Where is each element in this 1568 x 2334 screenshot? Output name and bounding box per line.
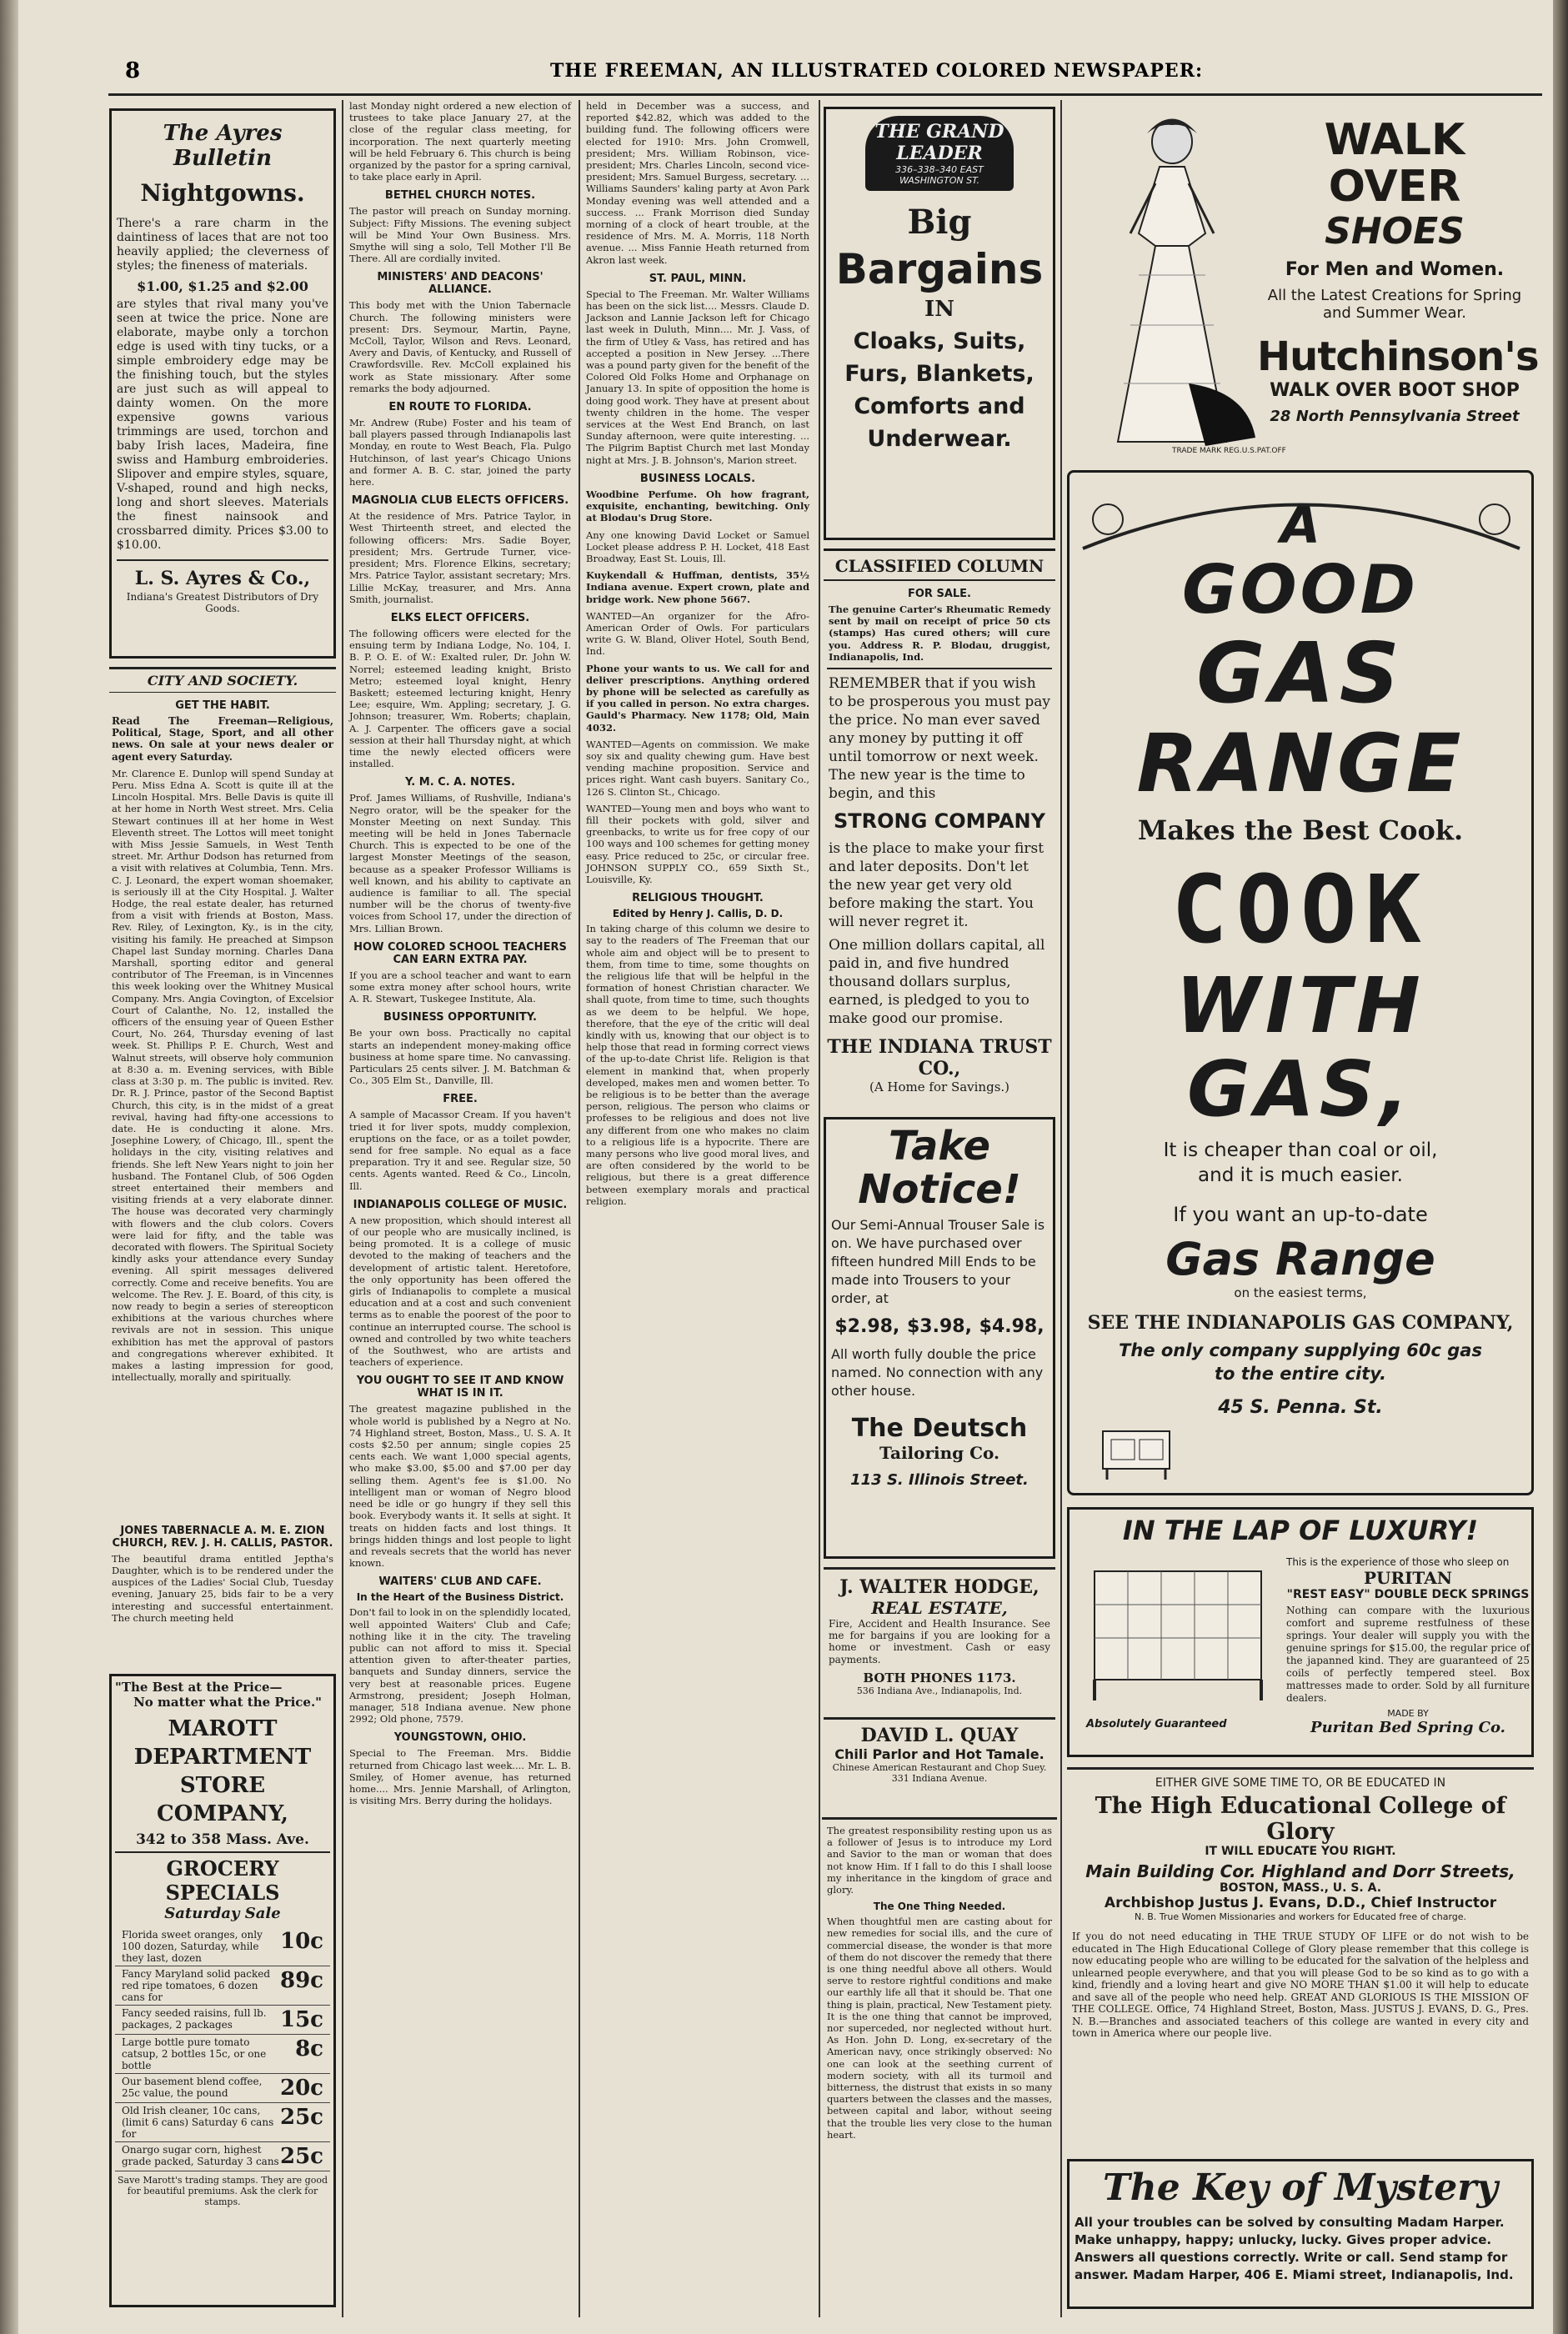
hutchinsons: Hutchinson's xyxy=(1257,333,1539,380)
magnolia-heading: MAGNOLIA CLUB ELECTS OFFICERS. xyxy=(351,494,569,508)
indiana-trust: THE INDIANA TRUST CO., xyxy=(827,1036,1052,1080)
gas-range-ad xyxy=(1067,470,1534,1495)
glory-name: The High Educational College of Glory xyxy=(1095,1793,1506,1845)
ayres-tagline: Indiana's Greatest Distributors of Dry Goods. xyxy=(126,591,319,614)
business-text: Be your own boss. Practically no capital starts an independent money-making office business at home spare time. No canvassing. Particulars 25 cents silver. J. M. Batchman & Co., 305 Elm St., Danville, Ill. xyxy=(349,1027,571,1087)
walkover-sub: For Men and Women. xyxy=(1285,259,1505,280)
local-1: Woodbine Perfume. Oh how fragrant, exquisite, enchanting, bewitching. Only at Blodau's Drug Store. xyxy=(586,488,809,524)
big-text: Big xyxy=(907,203,972,242)
gas-stove-icon xyxy=(1095,1423,1178,1481)
marott-ad xyxy=(109,1674,336,2307)
grocery-item-text: Old Irish cleaner, 10c cans, (limit 6 cans) Saturday 6 cans for xyxy=(122,2105,274,2140)
teachers-heading: HOW COLORED SCHOOL TEACHERS CAN EARN EXTRA PAY. xyxy=(353,940,567,966)
puritan-sub: This is the experience of those who sleep on xyxy=(1286,1556,1510,1568)
quay-sub: Chili Parlor and Hot Tamale. xyxy=(834,1746,1044,1762)
walkover-ad xyxy=(1064,100,1537,467)
walkover-trademark: TRADE MARK REG.U.S.PAT.OFF xyxy=(1172,447,1286,455)
grocery-title: GROCERY SPECIALS xyxy=(165,1856,280,1905)
take-body: Our Semi-Annual Trouser Sale is on. We have purchased over fifteen hundred Mill Ends to be made into Trousers to your order, at xyxy=(831,1217,1045,1306)
stpaul-text: Special to The Freeman. Mr. Walter Williams has been on the sick list.... Messrs. Claude D. Jackson and Lannie Jackson left for Chicago last week in Duluth, Minn.... Mr. J. Vass, of the firm of Utley & Vass, has retired and has accepted a position in New Jersey. ...There was a pound party given for the benefit of the Colored Old Folks Home and Orphanage on January 13. In spite of opposition the home is doing good work. They have at present about twenty children in the home. The vesper services at the West End Branch, on last Sunday afternoon, were quite interesting. ... The Pilgrim Baptist Church met last Monday night at Mrs. J. B. Johnson's, Marion street. xyxy=(586,288,809,466)
bargains-text: Bargains xyxy=(835,245,1044,293)
jones-text: The beautiful drama entitled Jeptha's Daughter, which is to be rendered under the auspices of the Ladies' Social Club, Tuesday evening, January 25, bids fair to be a very interesting and successful entertainment. The church meeting held xyxy=(112,1552,333,1624)
column-rule xyxy=(342,100,343,2317)
trust-place: is the place to make your first and later deposits. Don't let the new year get very old before making the start. You will never regret it. xyxy=(829,840,1044,931)
col4-bottom-text: The greatest responsibility resting upon us as a follower of Jesus is to introduce my Lord and Savior to the man or woman that does not know Him. If I fall to do this I shall loose my inheritance in the kingdom of grace and glory. xyxy=(827,1825,1052,1896)
teachers-text: If you are a school teacher and want to earn some extra money after school hours, write A. R. Stewart, Tuskegee Institute, Ala. xyxy=(349,969,571,1005)
gas-cook: COOK xyxy=(1171,856,1430,964)
grocery-item xyxy=(115,2142,330,2171)
gas-a: A xyxy=(1280,494,1320,555)
ayres-prices: $1.00, $1.25 and $2.00 xyxy=(137,278,308,294)
grocery-item-text: Fancy seeded raisins, full lb. packages, 2 packages xyxy=(122,2007,267,2031)
trust-million: One million dollars capital, all paid in, and five hundred thousand dollars surplus, earned, is pledged to you to make good our promise. xyxy=(829,937,1045,1028)
gas-gas: GAS xyxy=(1196,624,1405,722)
elks-text: The following officers were elected for the ensuing term by Indiana Lodge, No. 104, I. B. P. O. E. of W.: Exalted ruler, Dr. John W. Norrel; esteemed leading knight, Bristo Metro; esteemed loyal knight, Henry Baskett; esteemed lecturing knight, Henry Lee; esquire, Wm. Appling; secretary, J. G. Johnson; treasurer, Wm. Roberts; chaplain, A. J. Carpenter. The officers gave a social session at their hall Thursday night, at which time the newly elected officers were installed. xyxy=(349,627,571,770)
ayres-ad xyxy=(109,108,336,659)
ought-heading: YOU OUGHT TO SEE IT AND KNOW WHAT IS IN IT. xyxy=(356,1375,564,1400)
youngstown-heading: YOUNGSTOWN, OHIO. xyxy=(393,1731,527,1745)
puritan-body: Nothing can compare with the luxurious comfort and supreme restfulness of these springs. Your dealer will supply you with the genuine springs for $15.00, the regular price of the japanned kind. They are guaranteed of 25 coils of perfectly tempered steel. Box mattresses made to order. Sold by all furniture dealers. xyxy=(1286,1605,1530,1704)
puritan-ad xyxy=(1067,1507,1534,1757)
marott-name: MAROTT DEPARTMENT STORE COMPANY, xyxy=(133,1716,312,1826)
trust-remember: REMEMBER that if you wish to be prosperous you must pay the price. No man ever saved any money by putting it off until tomorrow or next week. The new year is the time to begin, and this xyxy=(829,675,1051,803)
take-title: Take xyxy=(888,1123,991,1170)
price-3: $4.98, xyxy=(979,1316,1044,1337)
youngstown-text: Special to The Freeman. Mrs. Biddie returned from Chicago last week.... Mr. L. B. Smiley, of Homer avenue, has returned home.... Mrs. Jennie Marshall, of Arlington, is visiting Mrs. Berry during the holidays. xyxy=(349,1747,571,1807)
walkover-title: WALK OVER xyxy=(1324,115,1465,212)
gas-range-2: Gas Range xyxy=(1165,1233,1435,1285)
quay-sub-2: Chinese American Restaurant and Chop Suey. 331 Indiana Avenue. xyxy=(832,1762,1047,1784)
grocery-item xyxy=(115,2074,330,2103)
bethel-heading: BETHEL CHURCH NOTES. xyxy=(384,189,536,203)
grand-leader-ad xyxy=(824,107,1055,540)
puritan-made: MADE BY xyxy=(1387,1708,1429,1719)
grocery-item xyxy=(115,2035,330,2074)
waiters-subheading: In the Heart of the Business District. xyxy=(356,1591,564,1604)
take-body-2: All worth fully double the price named. No connection with any other house. xyxy=(831,1346,1044,1399)
grocery-item-text: Fancy Maryland solid packed red ripe tomatoes, 6 dozen cans for xyxy=(122,1968,271,2003)
religious-heading: RELIGIOUS THOUGHT. xyxy=(632,892,764,905)
ymca-heading: Y. M. C. A. NOTES. xyxy=(405,776,515,789)
free-heading: FREE. xyxy=(443,1093,478,1106)
gas-address: 45 S. Penna. St. xyxy=(1218,1397,1383,1418)
local-7: WANTED—Young men and boys who want to fill their pockets with gold, silver and greenbacks, to write us for free copy of our 100 ways and 100 schemes for getting money easy. Price reduced to 25c, or circular free. JOHNSON SUPPLY CO., 659 Sixth St., Louisville, Ky. xyxy=(586,802,809,885)
bethel-text: The pastor will preach on Sunday morning. Subject: Fifty Missions. The evening subject will be Mind Your Own Business. Mrs. Smythe will sing a solo, Tell Mother I'll Be There. All are cordially invited. xyxy=(349,205,571,265)
puritan-maker: Puritan Bed Spring Co. xyxy=(1310,1719,1505,1736)
walkover-shop: WALK OVER BOOT SHOP xyxy=(1270,380,1520,401)
column-4 xyxy=(822,100,1057,2317)
puritan-product: "REST EASY" DOUBLE DECK SPRINGS xyxy=(1286,1588,1530,1601)
ornamental-arch-icon xyxy=(1075,478,1528,553)
habit-text: Read The Freeman—Religious, Political, Stage, Sport, and all other news. On sale at your news dealer or agent every Saturday. xyxy=(112,715,333,763)
classified-column xyxy=(824,548,1055,1095)
grocery-item-price: 20c xyxy=(279,2076,323,2101)
underwear-text: Underwear. xyxy=(867,426,1012,452)
grocery-item-price: 10c xyxy=(279,1929,323,1954)
glory-city: BOSTON, MASS., U. S. A. xyxy=(1219,1881,1382,1895)
glory-intro: EITHER GIVE SOME TIME TO, OR BE EDUCATED IN xyxy=(1155,1776,1446,1790)
in-text: IN xyxy=(924,297,954,322)
deutsch-name: The Deutsch xyxy=(851,1414,1028,1443)
habit-heading: GET THE HABIT. xyxy=(175,699,270,712)
local-5: Phone your wants to us. We call for and deliver prescriptions. Anything ordered by phone will be selected as carefully as if you called in person. No extra charges. Gauld's Pharmacy. New 1178; Old, Main 4032. xyxy=(586,662,809,734)
gas-good: GOOD xyxy=(1181,551,1420,629)
glory-sub: IT WILL EDUCATE YOU RIGHT. xyxy=(1205,1845,1396,1858)
jones-heading: JONES TABERNACLE A. M. E. ZION CHURCH, REV. J. H. CALLIS, PASTOR. xyxy=(112,1524,333,1550)
waiters-text: Don't fail to look in on the splendidly located, well appointed Waiters' Club and Cafe; nothing like it in the city. The traveling public can not afford to miss it. Special attention given to after-theater parties, banquets and Sunday dinners, service the very best at reasonable prices. Eugene Armstrong, president; Joseph Holman, manager, 518 Indiana avenue. New phone 2992; Old phone, 7579. xyxy=(349,1606,571,1725)
for-sale-item: The genuine Carter's Rheumatic Remedy sent by mail on receipt of price 50 cts (stamps) Has cured others; will cure you. Address R. P. Blodau, druggist, Indianapolis, Ind. xyxy=(829,604,1050,663)
price-1: $2.98, xyxy=(834,1316,900,1337)
grocery-item-text: Large bottle pure tomato catsup, 2 bottles 15c, or one bottle xyxy=(122,2036,267,2071)
religious-editor: Edited by Henry J. Callis, D. D. xyxy=(612,908,784,920)
route-heading: EN ROUTE TO FLORIDA. xyxy=(388,401,532,414)
grocery-item-price: 25c xyxy=(279,2144,323,2169)
grocery-item-price: 89c xyxy=(279,1968,323,1993)
column-rule xyxy=(819,100,820,2317)
gas-cheaper: It is cheaper than coal or oil, and it is much easier. xyxy=(1163,1139,1438,1186)
grocery-item-price: 15c xyxy=(279,2007,323,2032)
take-notice-ad xyxy=(824,1117,1055,1559)
price-2: $3.98, xyxy=(907,1316,972,1337)
col3-top: held in December was a success, and reported $42.82, which was added to the building fund. The following officers were elected for 1910: Mrs. John Cromwell, president; Mrs. William Robinson, vice-president; Mrs. Charles Lincoln, second vice-president; Mrs. Samuel Burgess, secretary. ... Williams Saunders' kaling party at Avon Park Monday evening was well attended and a success. ... Frank Morrison died Sunday morning of a clock of heart trouble, at the residence of Mrs. M. A. Morris, 118 North avenue. ... Miss Fannie Heath returned from Akron last week. xyxy=(586,100,809,266)
gas-with: WITH xyxy=(1175,961,1425,1050)
grocery-item xyxy=(115,2103,330,2142)
marott-note: Save Marott's trading stamps. They are good for beautiful premiums. Ask the clerk for stamps. xyxy=(118,2175,328,2207)
quay-ad xyxy=(824,1717,1055,1784)
grocery-item-text: Onargo sugar corn, highest grade packed, Saturday 3 cans xyxy=(122,2144,279,2167)
religious-text: In taking charge of this column we desire to say to the readers of The Freeman that our whole aim and object will be to present to them, from time to time, some thoughts on the religious life that will be helpful in the formation of honest Christian character. We shall quote, from time to time, such thoughts as we deem to be helpful. We hope, therefore, that the eye of the critic will deal kindly with us, knowing that our object is to help those that read in forming correct views of the up-to-date Christ life. Religion is that element in mankind that, when properly developed, makes men and women better. To be religious is to be better than the average person, religious. The person who claims or professes to be religious and does not live any different from one who makes no claim to a religious life is a hypocrite. There are many persons who live good moral lives, and are often considered by the world to be religious, but there is a great difference between exemplary morals and practical religion. xyxy=(586,923,809,1207)
grocery-item-price: 8c xyxy=(295,2036,323,2061)
ministers-text: This body met with the Union Tabernacle Church. The following ministers were present: Drs. Seymour, Martin, Payne, McColl, Taylor, Wilson and Revs. Leonard, Avery and Davis, of Kentucky, and Russell of Crawfordsville. Rev. McColl explained his work as State missionary. After some remarks the body adjourned. xyxy=(349,299,571,394)
puritan-title: IN THE LAP OF LUXURY! xyxy=(1122,1515,1479,1546)
glory-archbishop: Archbishop Justus J. Evans, D.D., Chief Instructor xyxy=(1104,1895,1497,1911)
gas-company: SEE THE INDIANAPOLIS GAS COMPANY, xyxy=(1087,1312,1514,1334)
page-header xyxy=(117,52,1534,85)
column-1 xyxy=(107,100,338,2317)
business-heading: BUSINESS OPPORTUNITY. xyxy=(383,1011,537,1024)
header-rule xyxy=(108,93,1542,96)
deutsch-sub: Tailoring Co. xyxy=(879,1443,999,1463)
gas-gas-2: GAS, xyxy=(1187,1044,1414,1134)
grand-leader-logo: THE GRAND LEADER xyxy=(874,121,1004,164)
stpaul-heading: ST. PAUL, MINN. xyxy=(649,272,747,285)
local-2: Any one knowing David Locket or Samuel Locket please address P. H. Locket, 418 East Broadway, East St. Louis, Ill. xyxy=(586,528,809,564)
need-heading: The One Thing Needed. xyxy=(873,1901,1006,1913)
waiters-heading: WAITERS' CLUB AND CAFE. xyxy=(378,1575,542,1589)
music-text: A new proposition, which should interest all of our people who are musically inclined, is being promoted. It is a college of music devoted to the making of teachers and the development of artistic talent. Heretofore, the only opportunity has been offered the girls of Indianapolis to complete a musical education and at a cost and such convenient terms as to enable the poorest of the poor to continue an interrupted course. The school is owned and controlled by two white teachers of the Southwest, who are artists and teachers of experience. xyxy=(349,1214,571,1369)
page-edge-shadow-right xyxy=(1553,0,1568,2334)
page-edge-shadow xyxy=(0,0,18,2334)
col2-top: last Monday night ordered a new election of trustees to take place January 27, at the close of the regular class meeting, for incorporation. The next quarterly meeting will be held February 6. This church is being organized by the pastor for a spring carnival, to take place early in April. xyxy=(349,100,571,183)
hodge-address: 536 Indiana Ave., Indianapolis, Ind. xyxy=(856,1685,1023,1696)
column-rule xyxy=(1060,100,1062,2317)
quay-name: DAVID L. QUAY xyxy=(860,1725,1019,1746)
local-4: WANTED—An organizer for the Afro-American Order of Owls. For particulars write G. W. Bland, Oliver Hotel, South Bend, Ind. xyxy=(586,609,809,658)
city-section-title: CITY AND SOCIETY. xyxy=(109,667,336,693)
local-3: Kuykendall & Huffman, dentists, 35½ Indiana avenue. Expert crown, plate and bridge work. New phone 5667. xyxy=(586,569,809,605)
hodge-phones: BOTH PHONES 1173. xyxy=(863,1670,1016,1685)
hodge-name: J. WALTER HODGE, xyxy=(839,1576,1039,1598)
hodge-ad xyxy=(824,1567,1055,1696)
column-2 xyxy=(344,100,576,2317)
mystery-title: The Key of Mystery xyxy=(1103,2166,1498,2209)
gas-upto: If you want an up-to-date xyxy=(1173,1203,1428,1226)
puritan-guarantee: Absolutely Guaranteed xyxy=(1086,1718,1227,1730)
comforts-text: Comforts and xyxy=(854,393,1025,419)
grocery-item-text: Our basement blend coffee, 25c value, the pound xyxy=(122,2076,263,2099)
deutsch-address: 113 S. Illinois Street. xyxy=(850,1471,1029,1489)
need-text: When thoughtful men are casting about for new remedies for social ills, and the cure of commercial disease, the wonder is that more of them do not discover the remedy that there is one thing needful above all others. Would serve to restore rightful conditions and make our earthly life all that it should be. That one thing is plain, practical, New Testament piety. It is the one thing that cannot be improved, nor superceded, nor neglected without hurt. As Hon. John D. Long, ex-secretary of the American navy, once strikingly observed: No one can look at the seething current of modern society, with all its turmoil and bitterness, the distrust that exists in so many quarters between the classes and the masses, between capital and labor, without seeing that the trouble lies very close to the human heart. xyxy=(827,1916,1052,2141)
gas-best-cook: Makes the Best Cook. xyxy=(1137,814,1464,846)
grocery-item-text: Florida sweet oranges, only 100 dozen, Saturday, while they last, dozen xyxy=(122,1929,263,1964)
take-prices xyxy=(831,1316,1048,1337)
ymca-text: Prof. James Williams, of Rushville, Indiana's Negro orator, will be the speaker for the Monster Meeting on next Sunday. This meeting will be held in Jones Tabernacle Church. This is expected to be one of the largest Monster Meetings of the season, because as a speaker Professor Williams is well known, and his ability to captivate an audience is familiar to all. The special number will be the chorus of twenty-five voices from School 17, under the direction of Mrs. Lillian Brown. xyxy=(349,792,571,934)
column-3 xyxy=(581,100,814,2317)
column-rule xyxy=(579,100,580,2317)
gas-only: The only company supplying 60c gas to the entire city. xyxy=(1119,1340,1482,1384)
grocery-item xyxy=(115,1966,330,2006)
grocery-item xyxy=(115,1927,330,1966)
strong-company: STRONG COMPANY xyxy=(833,809,1045,834)
route-text: Mr. Andrew (Rube) Foster and his team of ball players passed through Indianapolis last Monday, en route to West Beach, Fla. Pulgo Hutchinson, of last year's Chicago Unions and former A. B. C. star, joined the party here. xyxy=(349,417,571,488)
glory-body: If you do not need educating in THE TRUE STUDY OF LIFE or do not wish to be educated in The High Educational College of Glory please remember that this college is now educating people who are willing to be educated for the salvation of the helpless and unlearned people everywhere, and that you will please God to be so kind as to go with a kind, friendly and a loving heart and give NO MORE THAN $1.00 it will help to educate and save all of the people who need help. GREAT AND GLORIOUS IS THE MISSION OF THE COLLEGE. Office, 74 Highland Street, Boston, Mass. JUSTUS J. EVANS, D. G., Pres. N. B.—Branches and associated teachers of this college are wanted in every city and town in America where our people live. xyxy=(1072,1931,1529,2039)
walkover-address: 28 North Pennsylvania Street xyxy=(1270,408,1520,425)
marott-quote-2: No matter what the Price." xyxy=(133,1695,322,1710)
page-number: 8 xyxy=(125,58,141,83)
gas-terms: on the easiest terms, xyxy=(1234,1285,1367,1300)
walkover-latest: All the Latest Creations for Spring and Summer Wear. xyxy=(1267,287,1522,322)
music-heading: INDIANAPOLIS COLLEGE OF MUSIC. xyxy=(353,1198,568,1211)
mystery-body: All your troubles can be solved by consulting Madam Harper. Make unhappy, happy; unlucky, lucky. Gives proper advice. Answers all questions correctly. Write or call. Send stamp for answer. Madam Harper, 406 E. Miami street, Indianapolis, Ind. xyxy=(1075,2215,1514,2282)
cloaks-text: Cloaks, Suits, xyxy=(853,328,1026,354)
marott-quote-1: "The Best at the Price— xyxy=(115,1680,283,1695)
ayres-heading: Nightgowns. xyxy=(140,179,305,207)
grocery-list xyxy=(115,1927,330,2171)
woman-illustration-icon xyxy=(1080,108,1264,458)
ministers-heading: MINISTERS' AND DEACONS' ALLIANCE. xyxy=(377,271,544,297)
glory-nb: N. B. True Women Missionaries and workers for Educated free of charge. xyxy=(1134,1911,1467,1922)
marott-address: 342 to 358 Mass. Ave. xyxy=(136,1831,309,1848)
hodge-body: Fire, Accident and Health Insurance. See me for bargains if you are looking for a home or investment. Cash or easy payments. xyxy=(829,1618,1050,1665)
puritan-brand: PURITAN xyxy=(1363,1568,1453,1588)
furs-text: Furs, Blankets, xyxy=(844,361,1034,387)
ayres-body-2: are styles that rival many you've seen at twice the price. None are elaborate, maybe only a torchon edge is used with tiny tucks, or a simple embroidery edge may be the finishing touch, but the styles are just such as will appeal to dainty women. On the more expensive gowns various trimmings are used, torchon and baby Irish laces, Madeira, fine swiss and Hamburg embroideries. Slipover and empire styles, square, V-shaped, round and high necks, long and short sleeves. Materials the finest nainsook and crossbarred dimity. Prices $3.00 to $10.00. xyxy=(117,298,328,552)
ought-text: The greatest magazine published in the whole world is published by a Negro at No. 74 Highland street, Boston, Mass., U. S. A. It costs $2.50 per annum; single copies 25 cents each. We want 1,000 special agents, who make $3.00, $5.00 and $7.00 per day selling them. Agent's fee is $1.00. No intelligent man or woman of Negro blood need be idle or go hungry if they sell this book. Everybody wants it. It sells at sight. It treats on hidden facts and lost things. It brings hidden things and lost people to light and reveals secrets that the world has never known. xyxy=(349,1403,571,1570)
notice-title: Notice! xyxy=(858,1166,1021,1213)
elks-heading: ELKS ELECT OFFICERS. xyxy=(390,611,530,624)
glory-ad xyxy=(1067,1767,1534,2045)
ads-column xyxy=(1064,100,1537,2317)
ayres-body: There's a rare charm in the daintiness of laces that are not too heavily applied; the cleverness of styles; the fineness of materials. xyxy=(117,217,328,273)
sale-subtitle: Saturday Sale xyxy=(164,1905,281,1922)
grocery-item-price: 25c xyxy=(279,2105,323,2130)
ayres-title: The Ayres Bulletin xyxy=(163,121,283,171)
bed-spring-icon xyxy=(1078,1555,1278,1705)
hodge-sub: REAL ESTATE, xyxy=(871,1598,1008,1618)
mystery-ad xyxy=(1067,2159,1534,2309)
ayres-company: L. S. Ayres & Co., xyxy=(134,568,311,589)
locals-heading: BUSINESS LOCALS. xyxy=(639,472,756,485)
glory-building: Main Building Cor. Highland and Dorr Streets, xyxy=(1085,1861,1515,1881)
indiana-trust-sub: (A Home for Savings.) xyxy=(869,1079,1010,1095)
free-text: A sample of Macassor Cream. If you haven't tried it for liver spots, muddy complexion, eruptions on the face, or as a toilet powder, send for free sample. No equal as a face preparation. Try it and see. Regular size, 50 cents. Agents wanted. Reed & Co., Lincoln, Ill. xyxy=(349,1109,571,1192)
magnolia-text: At the residence of Mrs. Patrice Taylor, in West Thirteenth street, and elected the following officers: Mrs. Sadie Boyer, president; Mrs. Gertrude Turner, vice-president; Mrs. Florence Elkins, secretary; Mrs. Patrice Taylor, assistant secretary; Mrs. Lillie McKay, treasurer, and Mrs. Anna Smith, journalist. xyxy=(349,510,571,605)
masthead: THE FREEMAN, AN ILLUSTRATED COLORED NEWSPAPER: xyxy=(550,60,1204,82)
local-6: WANTED—Agents on commission. We make soy six and quality chewing gum. Have best vending machine proposition. Service and prices right. Want cash buyers. Sanitary Co., 126 S. Clinton St., Chicago. xyxy=(586,738,809,798)
for-sale-heading: FOR SALE. xyxy=(908,588,971,600)
grand-leader-address: 336–338–340 EAST WASHINGTON ST. xyxy=(895,164,984,186)
gas-range: RANGE xyxy=(1136,717,1465,810)
col4-bottom xyxy=(822,1817,1057,2146)
grocery-item xyxy=(115,2006,330,2035)
city-items: Mr. Clarence E. Dunlop will spend Sunday at Peru. Miss Edna A. Scott is quite ill at the Lincoln Hospital. Mrs. Belle Davis is quite ill at her home in North West street. Mrs. Celia Stewart continues ill at her home in West Eleventh street. The Lottos will meet tonight with Miss Jessie Samuels, in West Tenth street. Mr. Arthur Dodson has returned from a visit with relatives at Columbia, Tenn. Mrs. C. J. Leonard, the expert woman shoemaker, is seriously ill at the City Hospital. J. Walter Hodge, the real estate dealer, has returned from a visit with friends at Boston, Mass. Rev. Riley, of Lexington, Ky., is in the city, visiting his family. He preached at Simpson Chapel last Sunday morning. Charles Dana Marshall, sporting editor and general contributor of The Freeman, is in Vincennes this week looking over the Whitney Musical Company. Mrs. Angia Covington, of Excelsior Court of Calanthe, No. 12, installed the officers of the ensuing year of Queen Esther Court, No. 264, Thursday evening of last week. St. Phillips P. E. Church, West and Walnut streets, will observe holy communion at 8:30 a. m. Evening services, with Bible class at 3:30 p. m. The public is invited. Rev. Dr. R. J. Prince, pastor of the Second Baptist Church, this city, is in the midst of a great revival, having had fifty-one accessions to date. He is conducting it alone. Mrs. Josephine Lowery, of Chicago, Ill., spent the holidays in the city, visiting relatives and friends. She left New Years night to join her husband. The Fontanel Club, of 506 Ogden street entertained their members and visiting friends at a very elaborate dinner. The house was decorated very charmingly with flowers and the club colors. Covers were laid for fifty, and the table was decorated with flowers. The Spiritual Society kindly asks your attendance every Sunday evening. All spirit messages delivered correctly. Come and receive benefits. You are welcome. The Rev. J. E. Board, of this city, is now ready to begin a series of stereopticon exhibitions at the various churches where revivals are not in session. This unique exhibition has met the approval of pastors and congregations wherever exhibited. It makes a lasting impression for good, intellectually, morally and spiritually. xyxy=(112,767,333,1384)
shoes-title: SHOES xyxy=(1325,210,1465,253)
classified-title: CLASSIFIED COLUMN xyxy=(824,556,1055,581)
